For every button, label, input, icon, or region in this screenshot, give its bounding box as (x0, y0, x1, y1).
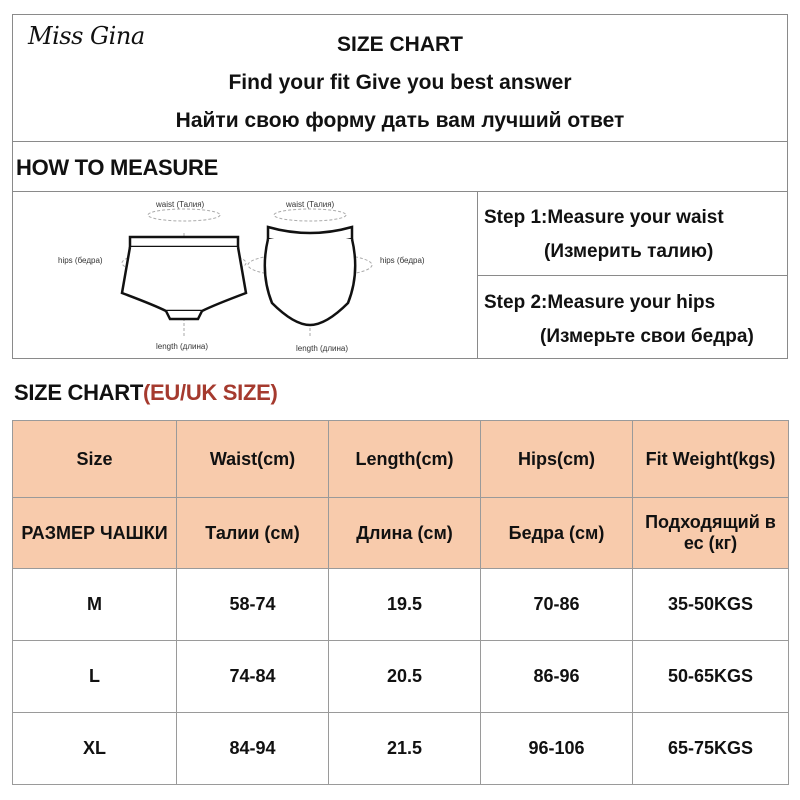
subtitle-en: Find your fit Give you best answer (228, 71, 572, 94)
brand-logo: Miss Gina (28, 22, 145, 50)
header-cell: РАЗМЕР ЧАШКИ (13, 498, 177, 569)
size-chart-title (14, 380, 278, 406)
table-cell: 84-94 (177, 713, 329, 785)
panty-diagram (14, 193, 476, 357)
table-row (13, 713, 789, 785)
header-cell: Size (13, 421, 177, 498)
table-cell: L (13, 641, 177, 713)
table-cell: 70-86 (481, 569, 633, 641)
table-cell: 96-106 (481, 713, 633, 785)
table-cell: 58-74 (177, 569, 329, 641)
page-title: SIZE CHART (337, 33, 463, 56)
how-to-measure-title: HOW TO MEASURE (16, 155, 218, 180)
step1-ru: (Измерить талию) (544, 241, 714, 262)
table-header-row-ru (13, 498, 789, 569)
header-cell: Hips(cm) (481, 421, 633, 498)
table-cell: 20.5 (329, 641, 481, 713)
table-cell: 65-75KGS (633, 713, 789, 785)
table-cell: 21.5 (329, 713, 481, 785)
table-cell: M (13, 569, 177, 641)
front-length-label: length (длина) (156, 342, 209, 351)
header-cell: Длина (см) (329, 498, 481, 569)
header-cell: Подходящий в ес (кг) (633, 498, 789, 569)
step2-en: Step 2:Measure your hips (484, 292, 716, 313)
header-cell: Бедра (см) (481, 498, 633, 569)
header-cell: Waist(cm) (177, 421, 329, 498)
header-cell: Length(cm) (329, 421, 481, 498)
table-header-row-en (13, 421, 789, 498)
size-chart-title-prefix: SIZE CHART (14, 380, 144, 405)
table-cell: 86-96 (481, 641, 633, 713)
front-panty-drawing (58, 200, 246, 351)
step1-en: Step 1:Measure your waist (484, 207, 724, 228)
table-cell: XL (13, 713, 177, 785)
back-waist-label: waist (Талия) (286, 200, 335, 209)
size-table (12, 420, 789, 785)
table-cell: 74-84 (177, 641, 329, 713)
front-waist-label: waist (Талия) (156, 200, 205, 209)
front-hips-label: hips (бедра) (58, 256, 103, 265)
size-chart-title-suffix: (EU/UK SIZE) (143, 380, 278, 405)
subtitle-ru: Найти свою форму дать вам лучший ответ (175, 109, 625, 132)
back-panty-drawing (248, 200, 425, 353)
step-divider (478, 275, 788, 276)
table-row (13, 641, 789, 713)
back-hips-label: hips (бедра) (380, 256, 425, 265)
table-cell: 19.5 (329, 569, 481, 641)
table-row (13, 569, 789, 641)
table-cell: 35-50KGS (633, 569, 789, 641)
step2-ru: (Измерьте свои бедра) (540, 326, 754, 347)
table-cell: 50-65KGS (633, 641, 789, 713)
header-cell: Fit Weight(kgs) (633, 421, 789, 498)
back-length-label: length (длина) (296, 344, 349, 353)
header-cell: Талии (см) (177, 498, 329, 569)
